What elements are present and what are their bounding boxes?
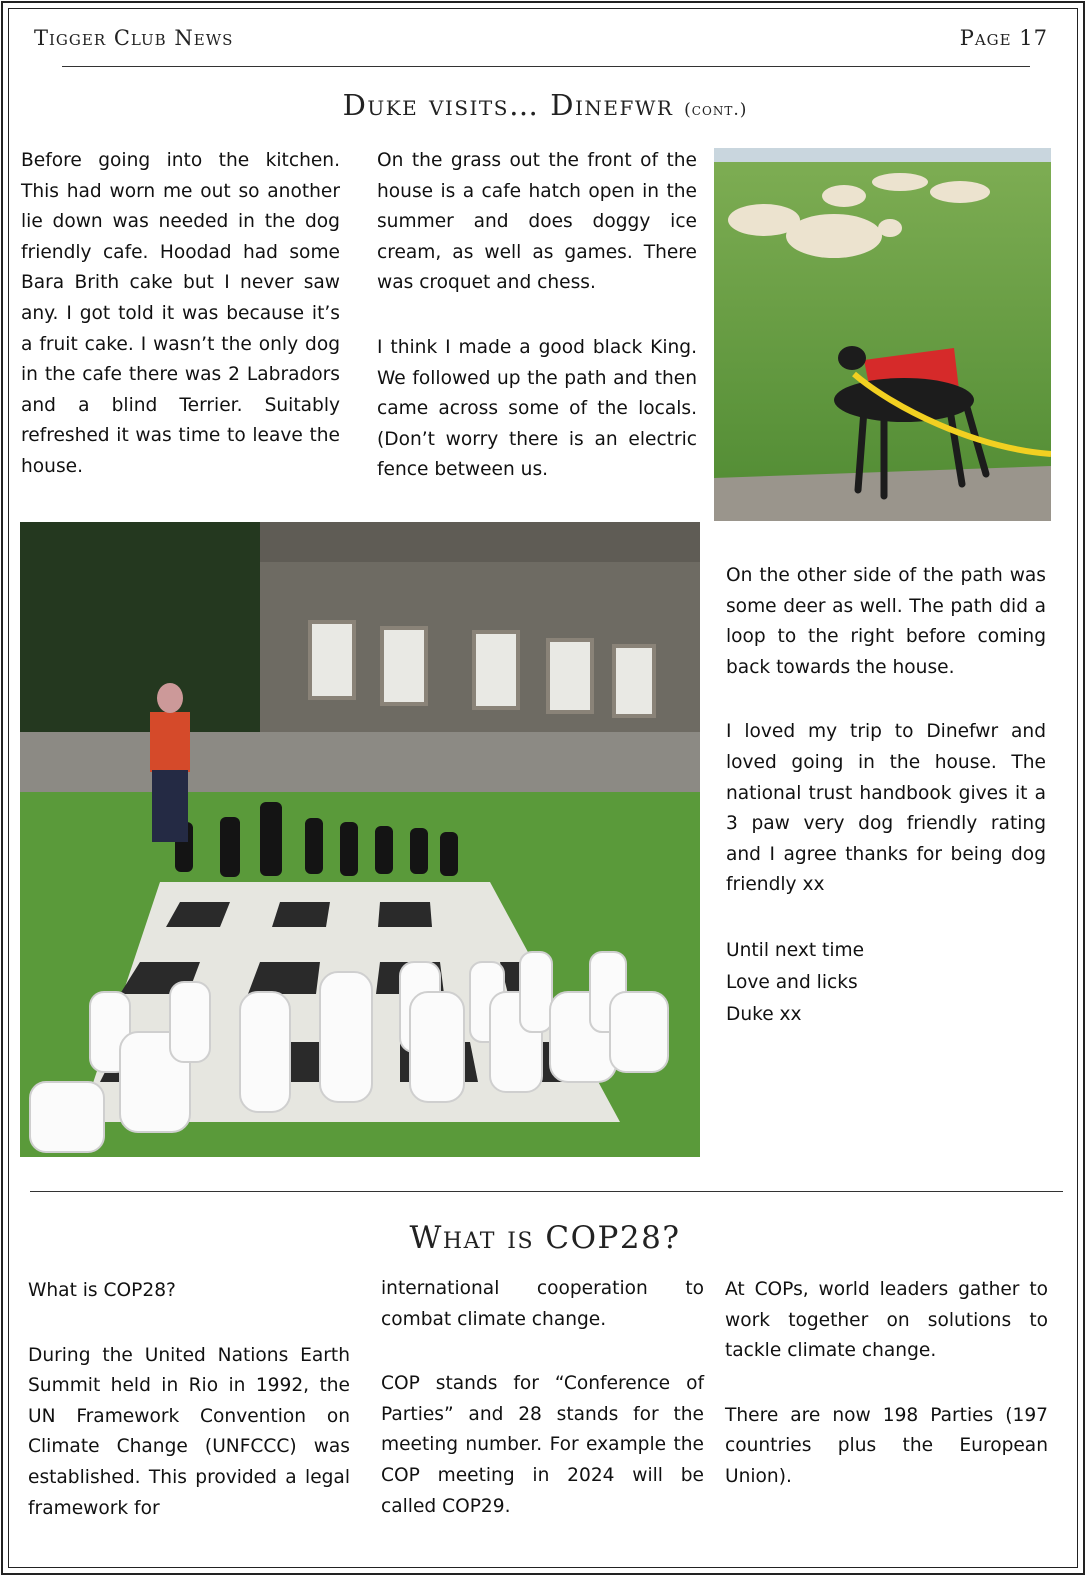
- duke-column-1: [21, 146, 340, 483]
- duke-col2-paragraph-1: On the grass out the front of the house is a cafe hatch open in the summer and does doggy ice cream, as well as games. There was croquet and chess.: [377, 150, 697, 294]
- cop-column-2: [381, 1274, 704, 1522]
- article-title-duke-text: Duke visits… Dinefwr: [342, 88, 674, 122]
- cop-column-1: [28, 1276, 350, 1524]
- chess-garden-photo: [20, 522, 700, 1157]
- duke-col3-paragraph-1: On the other side of the path was some deer as well. The path did a loop to the right before coming back towards the house.: [726, 565, 1046, 678]
- section-divider: [30, 1191, 1063, 1192]
- duke-col1-text: Before going into the kitchen. This had worn me out so another lie down was needed in the dog friendly cafe. Hoodad had some Bara Brith cake but I never saw any. I got told it was because it’s a fruit cake. I wasn’t the only dog in the cafe there was 2 Labradors and a blind Terrier. Suitably refreshed it was time to leave the house.: [21, 150, 340, 477]
- newsletter-name: Tigger Club News: [34, 26, 234, 50]
- cop-col3-paragraph-1: At COPs, world leaders gather to work together on solutions to tackle climate change.: [725, 1279, 1048, 1362]
- header-rule: [62, 66, 1030, 67]
- cop-col3-paragraph-2: There are now 198 Parties (197 countries plus the European Union).: [725, 1404, 1048, 1487]
- duke-col2-paragraph-2: I think I made a good black King. We followed up the path and then came across some of the locals. (Don’t worry there is an electric fence between us.: [377, 336, 697, 481]
- cop-col1-paragraph-1: What is COP28?: [28, 1280, 176, 1301]
- article-title-cop28: What is COP28?: [409, 1220, 681, 1256]
- cop-column-3: [725, 1275, 1048, 1493]
- article-title-duke-suffix: (cont.): [684, 100, 748, 120]
- signoff-line-1: Until next time: [726, 939, 865, 961]
- cop-col2-paragraph-2: COP stands for “Conference of Parties” and 28 stands for the meeting number. For example the COP meeting in 2024 will be called COP29.: [381, 1373, 704, 1517]
- cows-dog-photo: [714, 148, 1051, 521]
- article-title-duke: [0, 88, 1090, 122]
- duke-column-3: [726, 561, 1046, 1031]
- signoff: [726, 935, 1046, 1031]
- signoff-line-2: Love and licks: [726, 971, 858, 993]
- cop-col1-paragraph-2: During the United Nations Earth Summit held in Rio in 1992, the UN Framework Convention on Climate Change (UNFCCC) was established. This provided a legal framework for: [28, 1344, 350, 1519]
- signoff-line-3: Duke xx: [726, 1003, 802, 1025]
- page-number: Page 17: [959, 26, 1048, 50]
- duke-column-2: [377, 146, 697, 486]
- duke-col3-paragraph-2: I loved my trip to Dinefwr and loved going in the house. The national trust handbook gives it a 3 paw very dog friendly rating and I agree thanks for being dog friendly xx: [726, 721, 1046, 896]
- cop-col2-paragraph-1: international cooperation to combat climate change.: [381, 1278, 704, 1330]
